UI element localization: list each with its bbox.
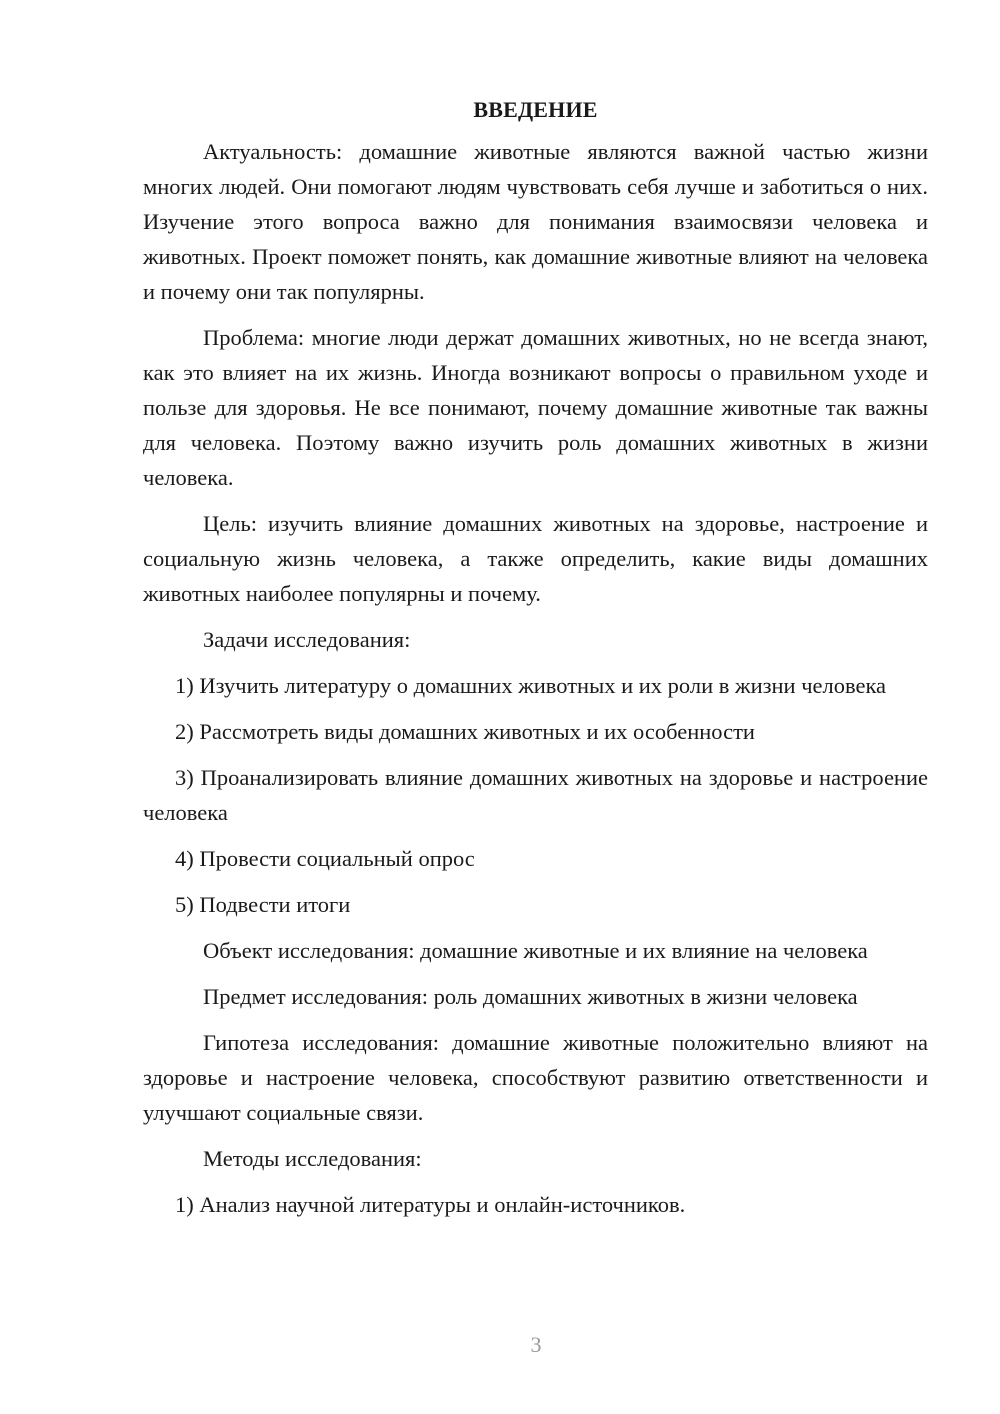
- page-content: [143, 88, 928, 1233]
- task-item-4: 4) Провести социальный опрос: [175, 846, 475, 871]
- task-item-3: 3) Проанализировать влияние домашних животных на здоровье и настроение человека: [143, 765, 928, 825]
- object-paragraph: Объект исследования: домашние животные и их влияние на человека: [203, 938, 868, 963]
- task-item-1: 1) Изучить литературу о домашних животных и их роли в жизни человека: [175, 673, 887, 698]
- goal-paragraph: Цель: изучить влияние домашних животных на здоровье, настроение и социальную жизнь человека, а также определить, какие виды домашних животных наиболее популярны и почему.: [143, 511, 928, 606]
- relevance-paragraph: Актуальность: домашние животные являются важной частью жизни многих людей. Они помогают людям чувствовать себя лучше и заботиться о них. Изучение этого вопроса важно для понимания взаимосвязи человека и животных. Проект поможет понять, как домашние животные влияют на человека и почему они так популярны.: [143, 139, 928, 304]
- task-item-5: 5) Подвести итоги: [175, 892, 351, 917]
- methods-title: Методы исследования:: [203, 1146, 422, 1171]
- subject-paragraph: Предмет исследования: роль домашних животных в жизни человека: [203, 984, 858, 1009]
- problem-paragraph: Проблема: многие люди держат домашних животных, но не всегда знают, как это влияет на их жизнь. Иногда возникают вопросы о правильном уходе и пользе для здоровья. Не все понимают, почему домашние животные так важны для человека. Поэтому важно изучить роль домашних животных в жизни человека.: [143, 325, 928, 490]
- task-item-2: 2) Рассмотреть виды домашних животных и их особенности: [175, 719, 755, 744]
- section-heading: ВВЕДЕНИЕ: [473, 97, 598, 122]
- tasks-title: Задачи исследования:: [203, 627, 411, 652]
- method-item-1: 1) Анализ научной литературы и онлайн-источников.: [175, 1192, 686, 1217]
- page-number: 3: [530, 1332, 542, 1357]
- hypothesis-paragraph: Гипотеза исследования: домашние животные положительно влияют на здоровье и настроение человека, способствуют развитию ответственности и улучшают социальные связи.: [143, 1030, 928, 1125]
